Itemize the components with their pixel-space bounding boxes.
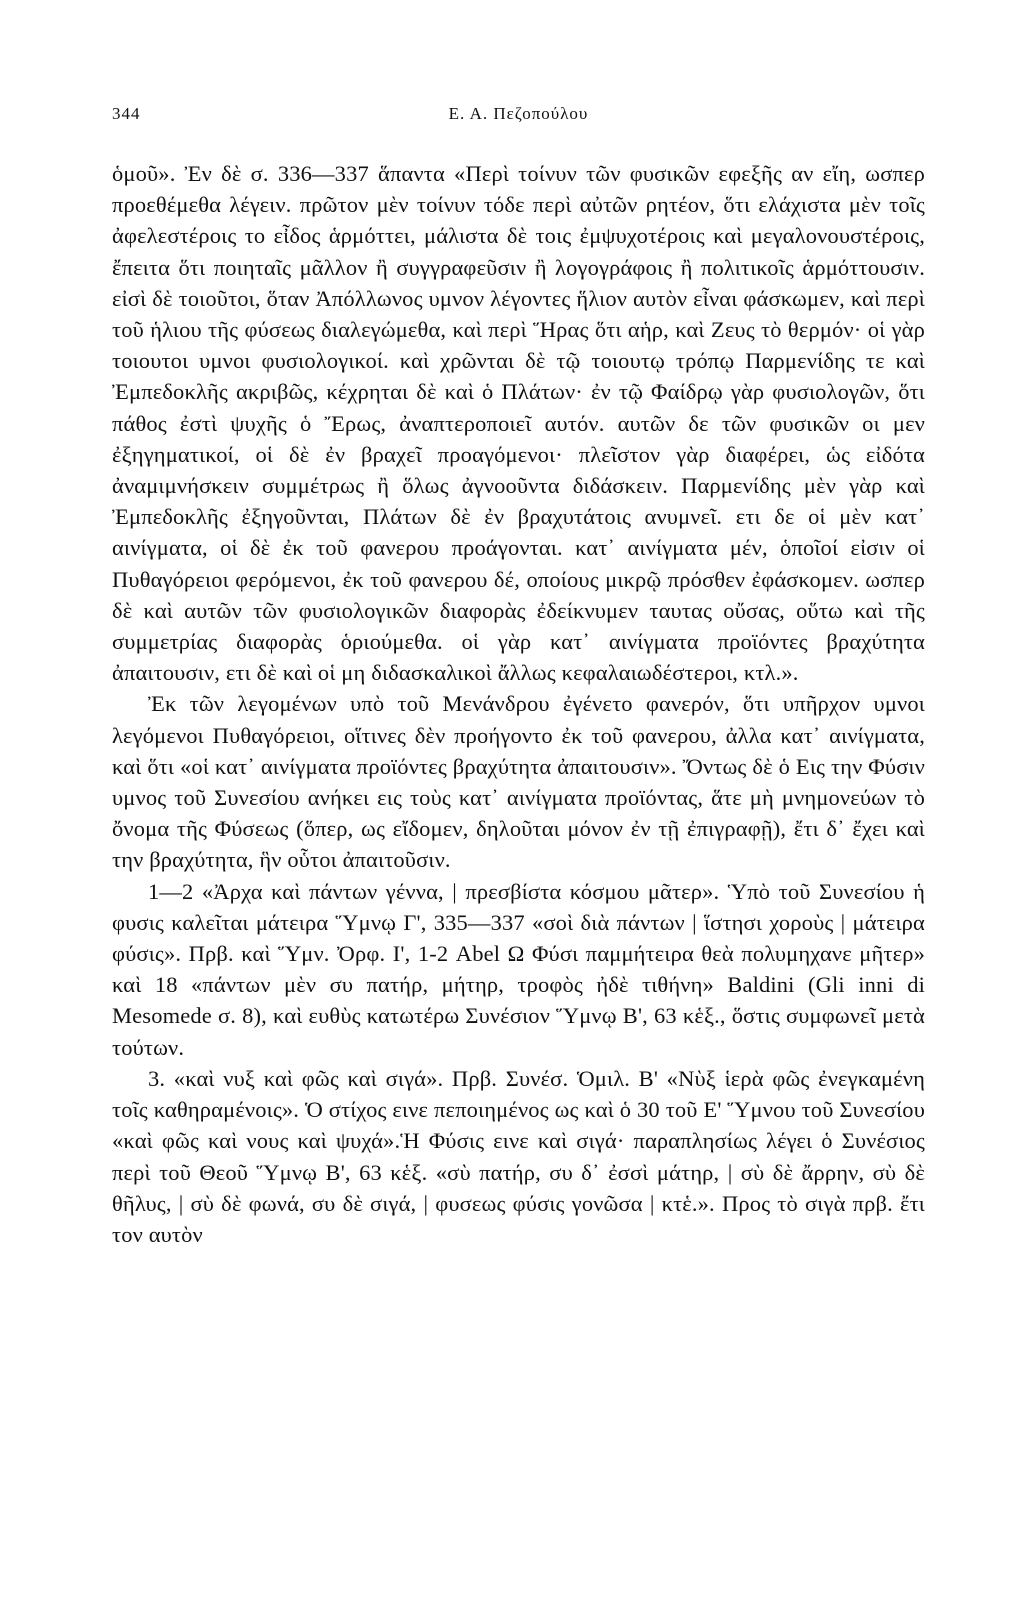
footnote-1: 1—2 «Ἀρχα καὶ πάντων γέννα, | πρεσβίστα κόσμου μᾶτερ». Ὑπὸ τοῦ Συνεσίου ἡ φυσις καλεῖται μάτειρα Ὕμνῳ Γ', 335—337 «σοὶ διὰ πάντων | ἵστησι χοροὺς | μάτειρα φύσις». Πρβ. καὶ Ὕμν. Ὀρφ. Ι', 1-2 Abel Ω Φύσι παμμήτειρα θεὰ πολυμηχανε μῆτερ» καὶ 18 «πάντων μὲν συ πατήρ, μήτηρ, τροφὸς ἠδὲ τιθήνη» Baldini (Gli inni di Mesomede σ. 8), καὶ ευθὺς κατωτέρω Συνέσιον Ὕμνῳ Β', 63 κἑξ., ὅστις συμφωνεῖ μετὰ τούτων. <box>112 878 925 1060</box>
main-text <box>112 158 925 1250</box>
footnote-2: 3. «καὶ νυξ καὶ φῶς καὶ σιγά». Πρβ. Συνέσ. Ὁμιλ. Β' «Νὺξ ἱερὰ φῶς ἐνεγκαμένη τοῖς καθηραμένοις». Ὁ στίχος εινε πεποιημένος ως καὶ ὁ 30 τοῦ Ε' Ὕμνου τοῦ Συνεσίου «καὶ φῶς καὶ νους καὶ ψυχά».Ἡ Φύσις εινε καὶ σιγά· παραπλησίως λέγει ὁ Συνέσιος περὶ τοῦ Θεοῦ Ὕμνῳ Β', 63 κἑξ. «σὺ πατήρ, συ δ᾽ ἐσσὶ μάτηρ, | σὺ δὲ ἄρρην, σὺ δὲ θῆλυς, | σὺ δὲ φωνά, συ δὲ σιγά, | φυσεως φύσις γονῶσα | κτἑ.». Προς τὸ σιγὰ πρβ. ἔτι τον αυτὸν <box>112 1065 925 1247</box>
page-number: 344 <box>112 104 141 123</box>
paragraph-1: ὁμοῦ». Ἐν δὲ σ. 336—337 ἅπαντα «Περὶ τοίνυν τῶν φυσικῶν εφεξῆς αν εἴη, ωσπερ προεθέμεθα λέγειν. πρῶτον μὲν τοίνυν τόδε περὶ αὐτῶν ρητέον, ὅτι ελάχιστα μὲν τοῖς ἀφελεστέροις το εἶδος ἁρμόττει, μάλιστα δὲ τοις ἐμψυχοτέροις καὶ μεγαλονουστέροις, ἔπειτα ὅτι ποιηταῖς μᾶλλον ἢ συγγραφεῦσιν ἢ λογογράφοις ἢ πολιτικοῖς ἁρμόττουσιν. εἰσὶ δὲ τοιοῦτοι, ὅταν Ἀπόλλωνος υμνον λέγοντες ἥλιον αυτὸν εἶναι φάσκωμεν, καὶ περὶ τοῦ ἡλιου τῆς φύσεως διαλεγώμεθα, καὶ περὶ Ἥρας ὅτι αἡρ, καὶ Ζευς τὸ θερμόν· οἱ γὰρ τοιουτοι υμνοι φυσιολογικοί. καὶ χρῶνται δὲ τῷ τοιουτῳ τρόπῳ Παρμενίδης τε καὶ Ἐμπεδοκλῆς ακριβῶς, κέχρηται δὲ καὶ ὁ Πλάτων· ἐν τῷ Φαίδρῳ γὰρ φυσιολογῶν, ὅτι πάθος ἐστὶ ψυχῆς ὁ Ἔρως, ἀναπτεροποιεῖ αυτόν. αυτῶν δε τῶν φυσικῶν οι μεν ἐξηγηματικοί, οἱ δὲ ἐν βραχεῖ προαγόμενοι· πλεῖστον γὰρ διαφέρει, ὡς εἰδότα ἀναμιμνήσκειν συμμέτρως ἢ ὅλως ἀγνοοῦντα διδάσκειν. Παρμενίδης μὲν γὰρ καὶ Ἐμπεδοκλῆς ἐξηγοῦνται, Πλάτων δὲ ἐν βραχυτάτοις ανυμνεῖ. ετι δε οἱ μὲν κατ᾽ αινίγματα, οἱ δὲ ἐκ τοῦ φανερου προάγονται. κατ᾽ αινίγματα μέν, ὁποῖοί εἰσιν οἱ Πυθαγόρειοι φερόμενοι, ἐκ τοῦ φανερου δέ, οποίους μικρῷ πρόσθεν ἐφάσκομεν. ωσπερ δὲ καὶ αυτῶν τῶν φυσιολογικῶν διαφορὰς ἐδείκνυμεν ταυτας οὔσας, οὕτω καὶ τῆς συμμετρίας διαφορὰς ὁριούμεθα. οἱ γὰρ κατ᾽ αινίγματα προϊόντες βραχύτητα ἀπαιτουσιν, ετι δὲ καὶ οἱ μη διδασκαλικοὶ ἄλλως κεφαλαιωδέστεροι, κτλ.». <box>112 161 925 686</box>
running-title: Ε. Α. Πεζοπούλου <box>448 104 589 123</box>
paragraph-2: Ἐκ τῶν λεγομένων υπὸ τοῦ Μενάνδρου ἐγένετο φανερόν, ὅτι υπῆρχον υμνοι λεγόμενοι Πυθαγόρειοι, οἵτινες δὲν προήγοντο ἐκ τοῦ φανερου, ἀλλα κατ᾽ αινίγματα, καὶ ὅτι «οἱ κατ᾽ αινίγματα προϊόντες βραχύτητα ἀπαιτουσιν». Ὄντως δὲ ὁ Εις την Φύσιν υμνος τοῦ Συνεσίου ανήκει εις τοὺς κατ᾽ αινίγματα προϊόντας, ἅτε μὴ μνημονεύων τὸ ὄνομα τῆς Φύσεως (ὅπερ, ως εἴδομεν, δηλοῦται μόνον ἐν τῇ ἐπιγραφῇ), ἔτι δ᾽ ἔχει καὶ την βραχύτητα, ἣν οὗτοι ἀπαιτοῦσιν. <box>112 691 925 873</box>
page-header <box>112 104 925 132</box>
